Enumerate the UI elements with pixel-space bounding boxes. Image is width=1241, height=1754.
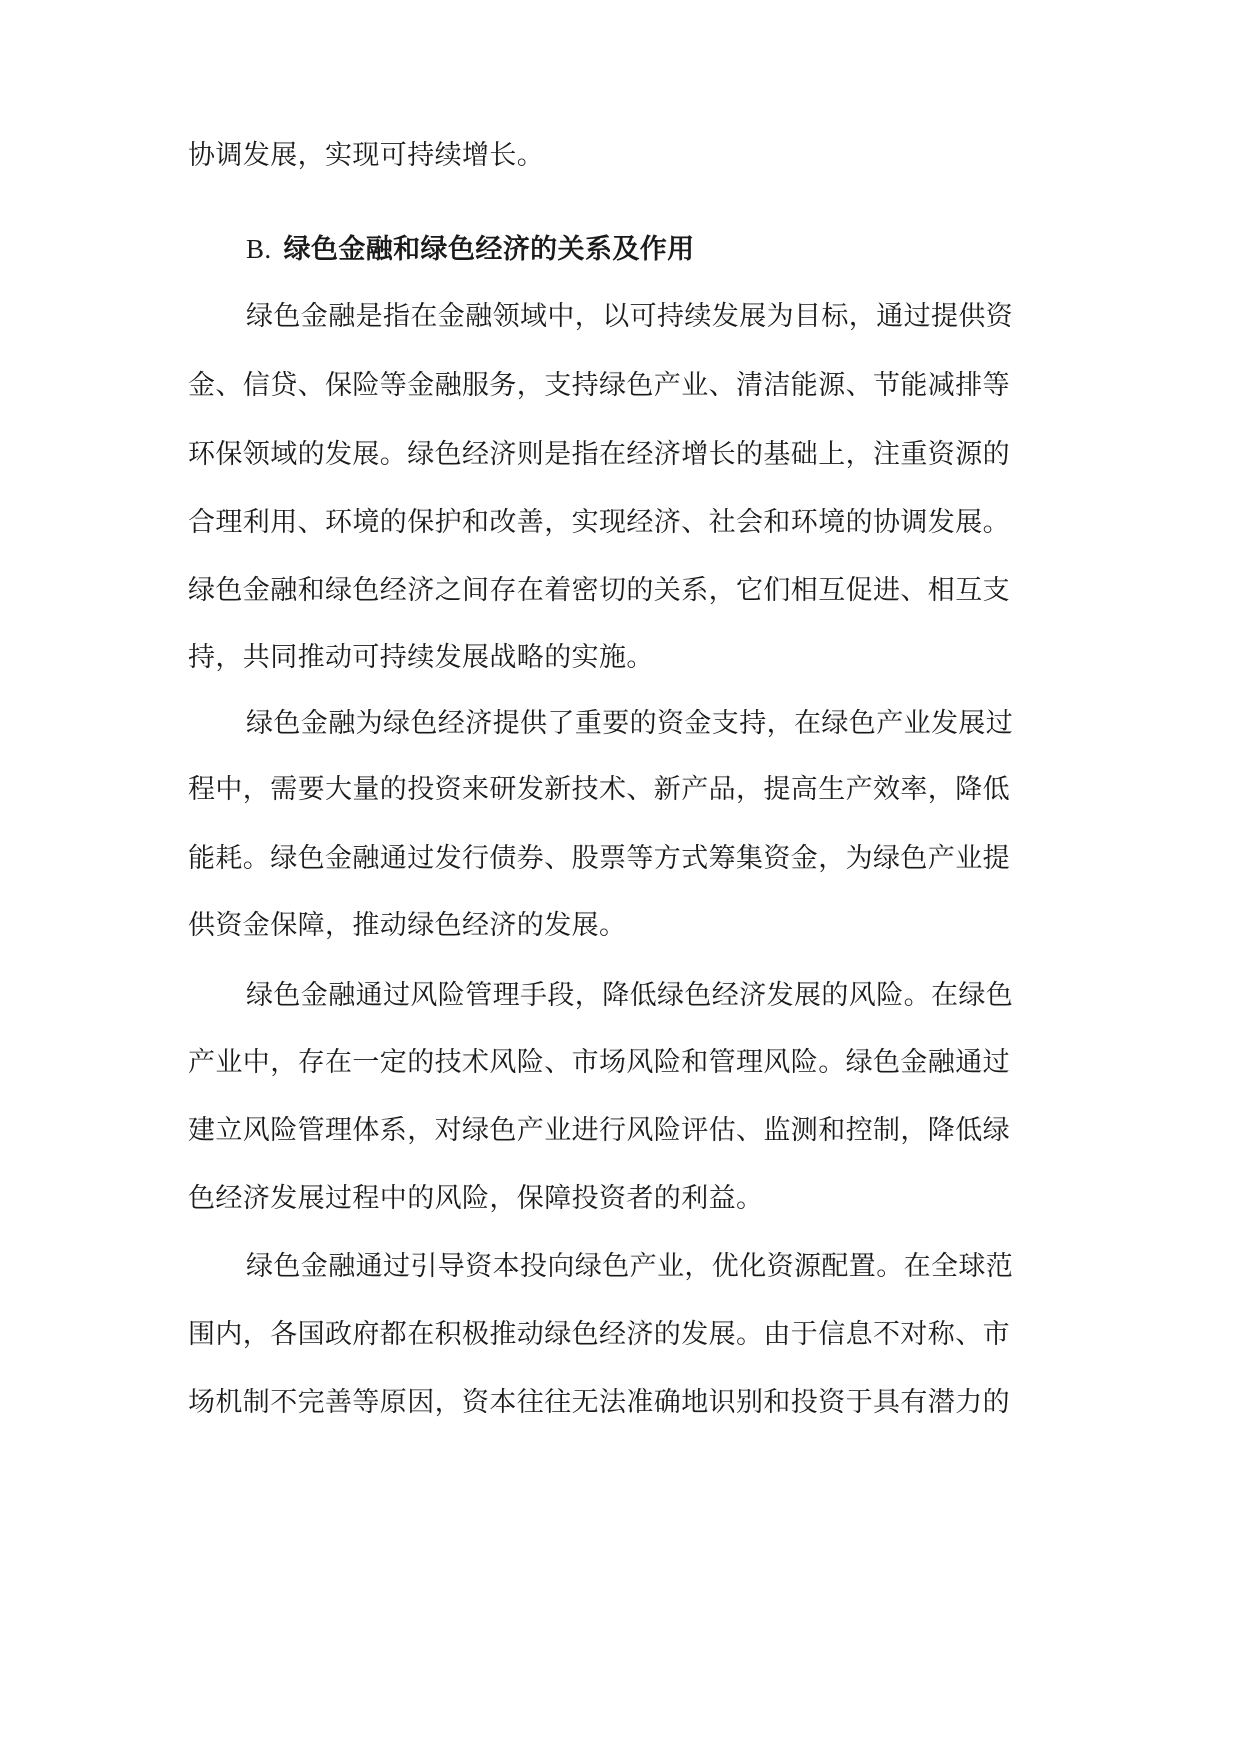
text-line: 程中，需要大量的投资来研发新技术、新产品，提高生产效率，降低 (188, 774, 1010, 805)
text-line: 围内，各国政府都在积极推动绿色经济的发展。由于信息不对称、市 (188, 1319, 1010, 1350)
text-line: 金、信贷、保险等金融服务，支持绿色产业、清洁能源、节能减排等 (188, 370, 1010, 401)
paragraph-first-line: 绿色金融是指在金融领域中，以可持续发展为目标，通过提供资 (246, 301, 1014, 332)
text-line: 合理利用、环境的保护和改善，实现经济、社会和环境的协调发展。 (188, 507, 1010, 538)
paragraph-first-line: 绿色金融通过风险管理手段，降低绿色经济发展的风险。在绿色 (246, 980, 1014, 1011)
section-heading (246, 231, 1126, 268)
text-line: 环保领域的发展。绿色经济则是指在经济增长的基础上，注重资源的 (188, 439, 1010, 470)
paragraph-first-line: 绿色金融通过引导资本投向绿色产业，优化资源配置。在全球范 (246, 1251, 1014, 1282)
paragraph-first-line: 绿色金融为绿色经济提供了重要的资金支持，在绿色产业发展过 (246, 708, 1014, 739)
text-line: 色经济发展过程中的风险，保障投资者的利益。 (188, 1183, 764, 1214)
text-line: 绿色金融和绿色经济之间存在着密切的关系，它们相互促进、相互支 (188, 575, 1010, 606)
text-line: 协调发展，实现可持续增长。 (188, 140, 545, 171)
section-number: B. (246, 234, 272, 264)
text-line: 建立风险管理体系，对绿色产业进行风险评估、监测和控制，降低绿 (188, 1115, 1010, 1146)
text-line: 能耗。绿色金融通过发行债券、股票等方式筹集资金，为绿色产业提 (188, 843, 1010, 874)
text-line: 场机制不完善等原因，资本往往无法准确地识别和投资于具有潜力的 (188, 1387, 1010, 1418)
text-line: 供资金保障，推动绿色经济的发展。 (188, 910, 627, 941)
text-line: 产业中，存在一定的技术风险、市场风险和管理风险。绿色金融通过 (188, 1047, 1010, 1078)
section-title: 绿色金融和绿色经济的关系及作用 (283, 234, 695, 265)
text-line: 持，共同推动可持续发展战略的实施。 (188, 642, 654, 673)
